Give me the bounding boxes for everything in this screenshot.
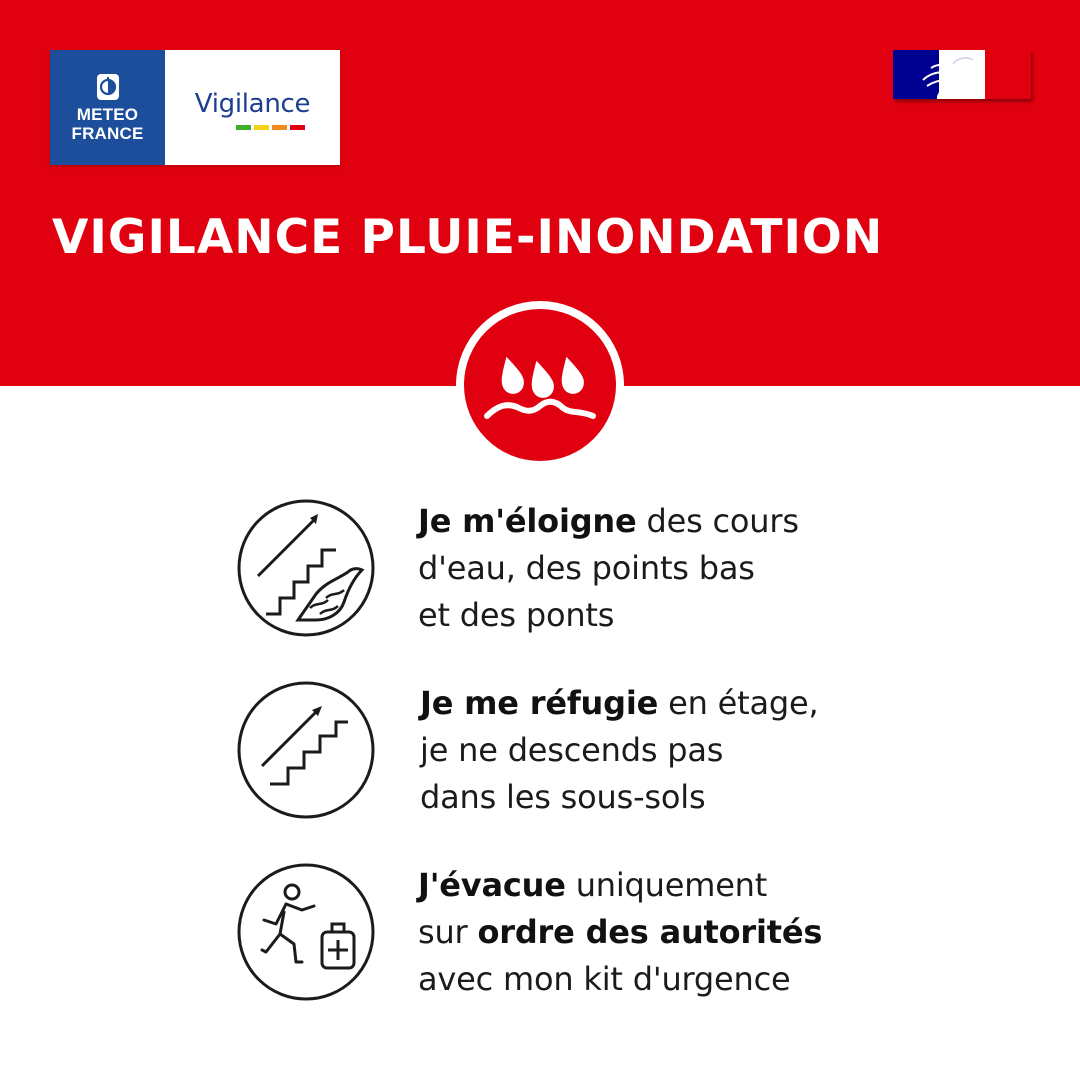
advice-line-2: d'eau, des points bas — [418, 549, 755, 587]
advice-rest: uniquement — [565, 866, 768, 904]
meteo-france-wordmark — [71, 105, 143, 143]
advice-line-3: avec mon kit d'urgence — [418, 960, 791, 998]
advice-text — [420, 680, 860, 821]
meteo-france-emblem-icon — [96, 73, 120, 101]
advice-line-1 — [418, 498, 858, 545]
advice-item-take-refuge — [236, 680, 876, 830]
advice-line-3: dans les sous-sols — [420, 778, 706, 816]
bar-orange — [272, 125, 287, 130]
stairs-away-from-water-icon — [236, 498, 376, 638]
advice-bold: Je me réfugie — [420, 684, 659, 722]
advice-line-1 — [420, 680, 860, 727]
bar-yellow — [254, 125, 269, 130]
advice-line-1 — [418, 862, 858, 909]
advice-line-2: je ne descends pas — [420, 731, 724, 769]
bar-red — [290, 125, 305, 130]
running-person-kit-icon — [236, 862, 376, 1002]
vigilance-logo — [165, 50, 340, 165]
meteo-france-vigilance-logo — [50, 50, 340, 165]
advice-item-evacuate — [236, 862, 876, 1012]
advice-line-2-bold: ordre des autorités — [477, 913, 823, 951]
advice-item-move-away — [236, 498, 876, 648]
advice-rest: en étage, — [658, 684, 819, 722]
rain-flood-icon — [453, 298, 627, 472]
advice-line-2 — [418, 909, 858, 956]
bar-green — [236, 125, 251, 130]
marianne-logo — [893, 50, 1031, 99]
vigilance-wordmark: Vigilance — [194, 89, 311, 119]
meteo-france-logo — [50, 50, 165, 165]
advice-bold: J'évacue — [418, 866, 566, 904]
advice-text — [418, 498, 858, 639]
france-line: FRANCE — [71, 123, 144, 143]
advice-line-3: et des ponts — [418, 596, 615, 634]
advice-rest: des cours — [636, 502, 799, 540]
advice-bold: Je m'éloigne — [418, 502, 637, 540]
advice-text — [418, 862, 858, 1003]
vigilance-color-bars — [236, 125, 305, 130]
stairs-up-icon — [236, 680, 376, 820]
meteo-line: METEO — [76, 104, 139, 124]
page-title: VIGILANCE PLUIE-INONDATION — [52, 210, 884, 265]
advice-line-2-pre: sur — [418, 913, 478, 951]
